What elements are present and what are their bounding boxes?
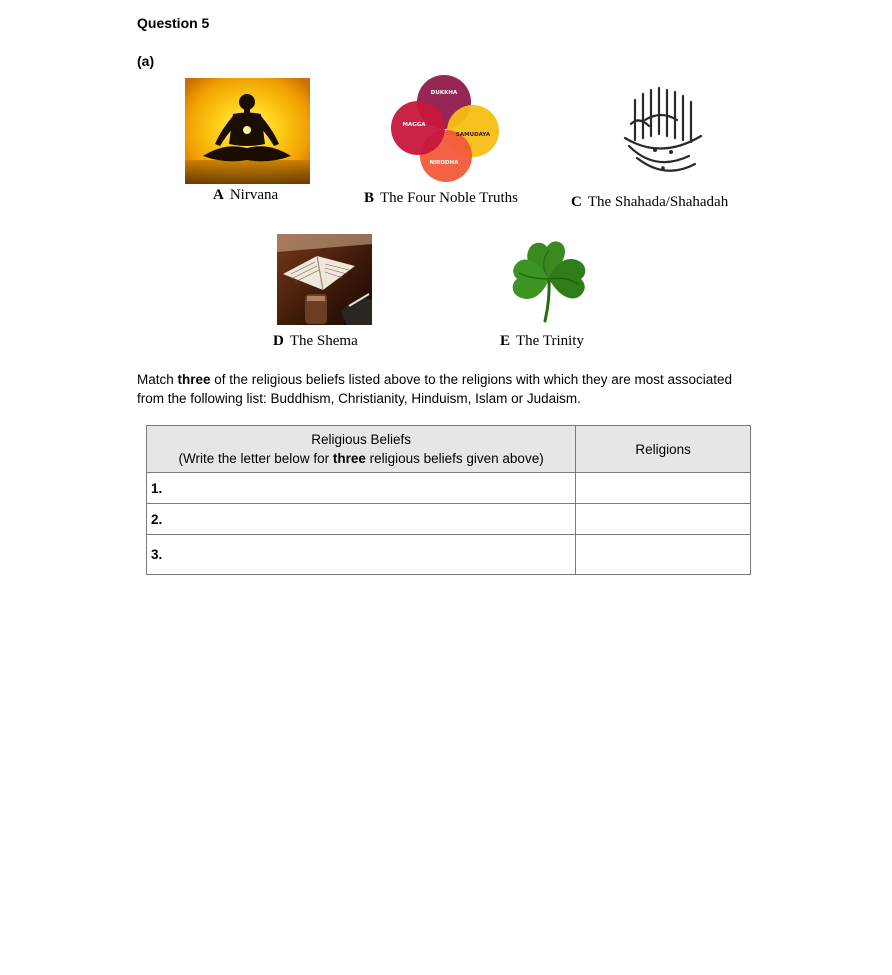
belief-answer-cell-3[interactable]: 3.: [147, 535, 576, 575]
samudaya-label: SAMUDAYA: [455, 132, 491, 138]
caption-d: [273, 333, 358, 350]
answer-table: [146, 425, 751, 575]
religion-answer-cell-3[interactable]: [576, 535, 751, 575]
caption-c-letter: C: [571, 194, 582, 210]
header-beliefs-line1: Religious Beliefs: [311, 432, 412, 447]
header-religious-beliefs: [147, 426, 576, 473]
table-row: [147, 473, 751, 504]
belief-answer-cell-1[interactable]: 1.: [147, 473, 576, 504]
caption-d-letter: D: [273, 333, 284, 349]
table-header-row: [147, 426, 751, 473]
four-noble-truths-diagram: [388, 72, 503, 184]
header-line2-post: religious beliefs given above): [365, 451, 544, 466]
caption-e: [500, 333, 584, 350]
table-row: [147, 535, 751, 575]
religion-answer-cell-1[interactable]: [576, 473, 751, 504]
caption-c: [571, 194, 728, 211]
caption-e-text: The Trinity: [516, 333, 584, 349]
caption-b-letter: B: [364, 190, 375, 206]
religion-answer-cell-2[interactable]: [576, 504, 751, 535]
caption-b: [364, 190, 518, 207]
trinity-shamrock-image: [503, 233, 595, 325]
table-row: [147, 504, 751, 535]
instruction-paragraph: [137, 370, 737, 408]
magga-label: MAGGA: [402, 122, 426, 128]
header-religions: Religions: [576, 426, 751, 473]
caption-e-letter: E: [500, 333, 511, 349]
caption-a-text: Nirvana: [229, 187, 279, 203]
header-beliefs-line2: [148, 449, 574, 468]
shahada-calligraphy-image: [615, 80, 707, 184]
part-label: (a): [137, 53, 155, 69]
caption-d-text: The Shema: [289, 333, 358, 349]
instruction-part1: Match: [137, 372, 178, 387]
belief-answer-cell-2[interactable]: 2.: [147, 504, 576, 535]
caption-b-text: The Four Noble Truths: [380, 190, 518, 206]
nirodha-label: NIRODHA: [429, 160, 459, 166]
caption-a-letter: A: [213, 187, 224, 203]
header-line2-bold: three: [332, 451, 366, 466]
header-line2-pre: (Write the letter below for: [178, 451, 333, 466]
dukkha-label: DUKKHA: [430, 90, 458, 96]
instruction-bold: three: [177, 372, 211, 387]
magga-circle: [391, 101, 445, 155]
shema-scroll-image: [277, 234, 372, 325]
caption-c-text: The Shahada/Shahadah: [587, 194, 729, 210]
instruction-part2: of the religious beliefs listed above to the religions with which they are most associated from the following list: Buddhism, Christianity, Hinduism, Islam or Judaism.: [137, 372, 733, 406]
question-title: Question 5: [137, 15, 210, 31]
caption-a: [213, 187, 278, 204]
nirvana-meditation-image: [185, 78, 310, 184]
